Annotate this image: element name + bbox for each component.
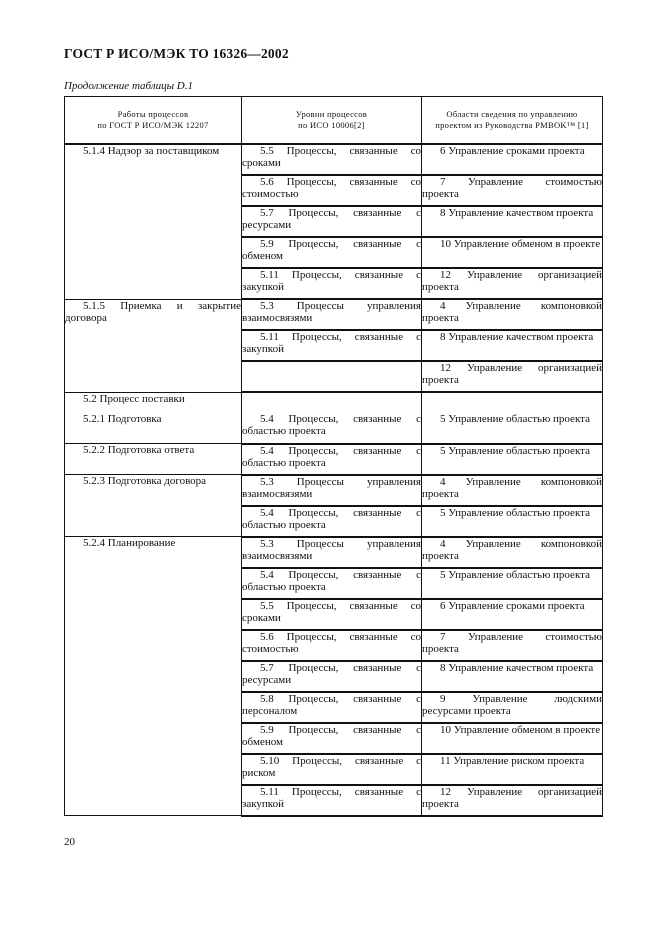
process-level-cell — [242, 723, 422, 754]
knowledge-area-cell — [422, 268, 603, 299]
process-level-text: 5.9 Процессы, связанные с обменом — [242, 723, 421, 748]
knowledge-area-text: 6 Управление сроками проекта — [440, 599, 585, 612]
process-level-cell — [242, 175, 422, 206]
knowledge-area-cell — [422, 630, 603, 661]
empty-cell — [242, 392, 422, 413]
knowledge-area-text: 8 Управление качеством проекта — [440, 661, 594, 674]
process-level-cell — [242, 568, 422, 599]
process-level-cell — [242, 237, 422, 268]
knowledge-area-text: 12 Управление организацией проекта — [422, 785, 602, 810]
process-level-text: 5.10 Процессы, связанные с риском — [242, 754, 421, 779]
knowledge-area-cell — [422, 599, 603, 630]
activity-cell — [65, 475, 242, 537]
knowledge-area-text: 11 Управление риском проекта — [440, 754, 585, 767]
activity-label: 5.2.2 Подготовка ответа — [83, 444, 195, 456]
knowledge-area-text: 10 Управление обменом в проекте — [440, 723, 601, 736]
empty-cell — [422, 392, 603, 413]
knowledge-area-cell — [422, 506, 603, 537]
knowledge-area-cell — [422, 692, 603, 723]
process-level-text: 5.7 Процессы, связанные с ресурсами — [242, 207, 421, 231]
process-level-text: 5.11 Процессы, связанные с закупкой — [242, 785, 421, 810]
knowledge-area-text: 8 Управление качеством проекта — [440, 207, 594, 219]
mapping-table — [64, 96, 603, 817]
process-level-cell — [242, 475, 422, 506]
process-level-cell — [242, 268, 422, 299]
table-body — [65, 144, 603, 816]
activity-label: 5.2 Процесс поставки — [83, 392, 185, 405]
process-level-text: 5.6 Процессы, связанные со стоимостью — [242, 630, 421, 655]
knowledge-area-text: 6 Управление сроками проекта — [440, 145, 585, 157]
table-row — [65, 392, 603, 413]
knowledge-area-cell — [422, 444, 603, 475]
process-level-cell — [242, 537, 422, 568]
column-header-line: Работы процессов — [117, 109, 189, 119]
column-header-levels — [242, 97, 422, 145]
process-level-text: 5.11 Процессы, связанные с закупкой — [242, 331, 421, 355]
knowledge-area-cell — [422, 537, 603, 568]
knowledge-area-cell — [422, 237, 603, 268]
knowledge-area-cell — [422, 361, 603, 392]
knowledge-area-text: 7 Управление стоимостью проекта — [422, 176, 602, 200]
table-caption: Продолжение таблицы D.1 — [64, 80, 193, 92]
activity-cell — [65, 444, 242, 475]
page-number: 20 — [64, 836, 75, 848]
knowledge-area-text: 12 Управление организацией проекта — [422, 362, 602, 386]
knowledge-area-cell — [422, 568, 603, 599]
activity-label: 5.1.5 Приемка и закрытие договора — [65, 299, 241, 324]
knowledge-area-text: 9 Управление людскими ресурсами проекта — [422, 692, 602, 717]
process-level-cell — [242, 692, 422, 723]
knowledge-area-cell — [422, 475, 603, 506]
knowledge-area-text: 4 Управление компоновкой проекта — [422, 475, 602, 500]
knowledge-area-cell — [422, 330, 603, 361]
knowledge-area-text: 4 Управление компоновкой проекта — [422, 300, 602, 324]
column-header-line: по ИСО 10006[2] — [298, 120, 365, 130]
process-level-text: 5.5 Процессы, связанные со сроками — [242, 145, 421, 169]
process-level-text: 5.3 Процессы управления взаимосвязями — [242, 537, 421, 562]
knowledge-area-text: 5 Управление областью проекта — [440, 506, 590, 519]
knowledge-area-text: 10 Управление обменом в проекте — [440, 238, 601, 250]
process-level-cell — [242, 630, 422, 661]
table-row — [65, 299, 603, 330]
section-heading-cell — [65, 392, 242, 413]
process-level-cell — [242, 506, 422, 537]
process-level-cell — [242, 206, 422, 237]
activity-cell — [65, 144, 242, 299]
knowledge-area-text: 12 Управление организацией проекта — [422, 269, 602, 293]
knowledge-area-cell — [422, 299, 603, 330]
process-level-text: 5.5 Процессы, связанные со сроками — [242, 599, 421, 624]
knowledge-area-cell — [422, 754, 603, 785]
process-level-cell — [242, 299, 422, 330]
column-header-line: Уровни процессов — [295, 109, 368, 119]
process-level-cell — [242, 661, 422, 692]
process-level-text: 5.4 Процессы, связанные с областью проекта — [242, 506, 421, 531]
knowledge-area-cell — [422, 723, 603, 754]
column-header-line: проектом из Руководства PMBOK™ [1] — [435, 120, 589, 130]
activity-cell — [65, 299, 242, 392]
process-level-text: 5.3 Процессы управления взаимосвязями — [242, 300, 421, 324]
document-header: ГОСТ Р ИСО/МЭК ТО 16326—2002 — [64, 46, 289, 61]
process-level-text: 5.4 Процессы, связанные с областью проекта — [242, 412, 421, 437]
process-level-text: 5.4 Процессы, связанные с областью проекта — [242, 444, 421, 469]
process-level-text: 5.9 Процессы, связанные с обменом — [242, 238, 421, 262]
table-row — [65, 537, 603, 568]
activity-label: 5.2.3 Подготовка договора — [83, 475, 207, 487]
table-row — [65, 475, 603, 506]
knowledge-area-cell — [422, 661, 603, 692]
knowledge-area-text: 5 Управление областью проекта — [440, 412, 590, 425]
process-level-cell — [242, 144, 422, 175]
knowledge-area-cell — [422, 413, 603, 444]
knowledge-area-text: 5 Управление областью проекта — [440, 568, 590, 581]
table-row — [65, 444, 603, 475]
process-level-cell — [242, 361, 422, 392]
column-header-activities — [65, 97, 242, 145]
knowledge-area-cell — [422, 785, 603, 816]
knowledge-area-text: 5 Управление областью проекта — [440, 444, 590, 457]
knowledge-area-text: 8 Управление качеством проекта — [440, 331, 594, 343]
process-level-text: 5.3 Процессы управления взаимосвязями — [242, 475, 421, 500]
activity-label: 5.2.4 Планирование — [83, 537, 176, 549]
knowledge-area-cell — [422, 144, 603, 175]
process-level-cell — [242, 754, 422, 785]
process-level-cell — [242, 785, 422, 816]
process-level-cell — [242, 330, 422, 361]
table-header-row — [65, 97, 603, 145]
knowledge-area-cell — [422, 206, 603, 237]
activity-cell — [65, 537, 242, 816]
knowledge-area-cell — [422, 175, 603, 206]
process-level-text: 5.4 Процессы, связанные с областью проекта — [242, 568, 421, 593]
column-header-line: Области сведения по управлению — [446, 109, 578, 119]
process-level-text: 5.8 Процессы, связанные с персоналом — [242, 692, 421, 717]
activity-label: 5.1.4 Надзор за поставщиком — [83, 145, 220, 157]
process-level-cell — [242, 599, 422, 630]
activity-label: 5.2.1 Подготовка — [83, 412, 162, 425]
activity-cell — [65, 413, 242, 444]
column-header-areas — [422, 97, 603, 145]
knowledge-area-text: 7 Управление стоимостью проекта — [422, 630, 602, 655]
process-level-cell — [242, 413, 422, 444]
process-level-cell — [242, 444, 422, 475]
column-header-line: по ГОСТ Р ИСО/МЭК 12207 — [97, 120, 209, 130]
process-level-text: 5.6 Процессы, связанные со стоимостью — [242, 176, 421, 200]
table-row — [65, 144, 603, 175]
process-level-text: 5.11 Процессы, связанные с закупкой — [242, 269, 421, 293]
table-row — [65, 413, 603, 444]
process-level-text: 5.7 Процессы, связанные с ресурсами — [242, 661, 421, 686]
knowledge-area-text: 4 Управление компоновкой проекта — [422, 537, 602, 562]
